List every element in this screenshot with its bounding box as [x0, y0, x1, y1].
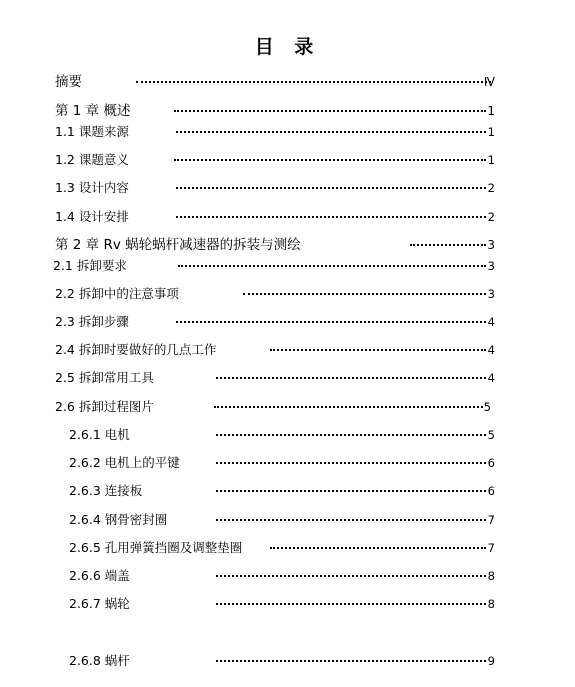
toc-entry	[0, 426, 575, 444]
toc-entry	[0, 341, 575, 359]
toc-page-number: 8	[487, 569, 495, 583]
toc-page-number: 3	[487, 238, 495, 252]
toc-entry	[0, 151, 575, 169]
toc-entry-label: 1.3 设计内容	[55, 180, 129, 195]
toc-page-number: 6	[487, 484, 495, 498]
toc-page-number: 1	[487, 104, 495, 118]
toc-page-number: 1	[487, 125, 495, 139]
toc-leader-dots	[243, 293, 486, 295]
toc-entry	[0, 236, 575, 254]
toc-entry-label: 2.6.3 连接板	[69, 483, 143, 498]
toc-leader-dots	[216, 490, 486, 492]
toc-entry	[0, 102, 575, 120]
page-title: 目 录	[254, 36, 321, 58]
toc-entry-label: 第 2 章 Rv 蜗轮蜗杆减速器的拆装与测绘	[55, 237, 301, 253]
toc-entry-label: 2.1 拆卸要求	[53, 258, 127, 273]
toc-page-number: 9	[487, 654, 495, 668]
toc-entry	[0, 73, 575, 91]
toc-leader-dots	[216, 660, 486, 662]
toc-page-number: 4	[487, 315, 495, 329]
toc-entry-label: 1.2 课题意义	[55, 152, 129, 167]
toc-entry-label: 摘要	[55, 74, 82, 90]
toc-entry	[0, 257, 575, 275]
toc-page-number: 1	[487, 153, 495, 167]
toc-entry-label: 2.2 拆卸中的注意事项	[55, 286, 179, 301]
toc-page-number: 2	[487, 181, 495, 195]
toc-page-number: 7	[487, 513, 495, 527]
toc-entry	[0, 595, 575, 613]
toc-entry	[0, 369, 575, 387]
toc-entry-label: 2.6.4 钢骨密封圈	[69, 512, 168, 527]
toc-page-number: Ⅳ	[483, 75, 495, 89]
toc-entry-label: 2.3 拆卸步骤	[55, 314, 129, 329]
toc-leader-dots	[270, 547, 486, 549]
toc-entry-label: 2.4 拆卸时要做好的几点工作	[55, 342, 217, 357]
toc-leader-dots	[176, 187, 486, 189]
toc-page-number: 3	[487, 259, 495, 273]
toc-leader-dots	[216, 377, 486, 379]
toc-page-number: 3	[487, 287, 495, 301]
toc-leader-dots	[270, 349, 486, 351]
toc-entry	[0, 285, 575, 303]
toc-entry-label: 2.5 拆卸常用工具	[55, 370, 154, 385]
toc-leader-dots	[216, 519, 486, 521]
toc-leader-dots	[216, 575, 486, 577]
toc-entry-label: 2.6.8 蜗杆	[69, 653, 130, 668]
toc-entry	[0, 123, 575, 141]
toc-entry-label: 2.6 拆卸过程图片	[55, 399, 154, 414]
toc-page-number: 5	[483, 400, 491, 414]
toc-leader-dots	[216, 462, 486, 464]
toc-leader-dots	[176, 321, 486, 323]
toc-leader-dots	[176, 216, 486, 218]
toc-leader-dots	[174, 110, 486, 112]
toc-entry	[0, 567, 575, 585]
toc-page-number: 5	[487, 428, 495, 442]
toc-entry-label: 2.6.5 孔用弹簧挡圈及调整垫圈	[69, 540, 243, 555]
toc-entry-label: 2.6.7 蜗轮	[69, 596, 130, 611]
toc-leader-dots	[216, 603, 486, 605]
toc-page-number: 7	[487, 541, 495, 555]
toc-leader-dots	[176, 131, 486, 133]
toc-entry	[0, 179, 575, 197]
toc-entry-label: 1.4 设计安排	[55, 209, 129, 224]
toc-entry-label: 2.6.1 电机	[69, 427, 130, 442]
toc-page-number: 8	[487, 597, 495, 611]
toc-entry	[0, 511, 575, 529]
toc-leader-dots	[136, 81, 491, 83]
toc-entry	[0, 454, 575, 472]
toc-entry	[0, 208, 575, 226]
toc-entry	[0, 652, 575, 670]
toc-entry-label: 2.6.2 电机上的平键	[69, 455, 180, 470]
toc-leader-dots	[174, 159, 486, 161]
toc-entry	[0, 313, 575, 331]
toc-page-number: 6	[487, 456, 495, 470]
toc-leader-dots	[410, 244, 486, 246]
toc-entry	[0, 482, 575, 500]
toc-leader-dots	[216, 434, 486, 436]
toc-page-number: 4	[487, 371, 495, 385]
toc-entry-label: 2.6.6 端盖	[69, 568, 130, 583]
toc-leader-dots	[214, 406, 483, 408]
toc-entry	[0, 398, 575, 416]
toc-entry-label: 第 1 章 概述	[55, 103, 131, 119]
toc-entry	[0, 539, 575, 557]
toc-page-number: 4	[487, 343, 495, 357]
toc-leader-dots	[178, 265, 486, 267]
toc-entry-label: 1.1 课题来源	[55, 124, 129, 139]
toc-page-number: 2	[487, 210, 495, 224]
